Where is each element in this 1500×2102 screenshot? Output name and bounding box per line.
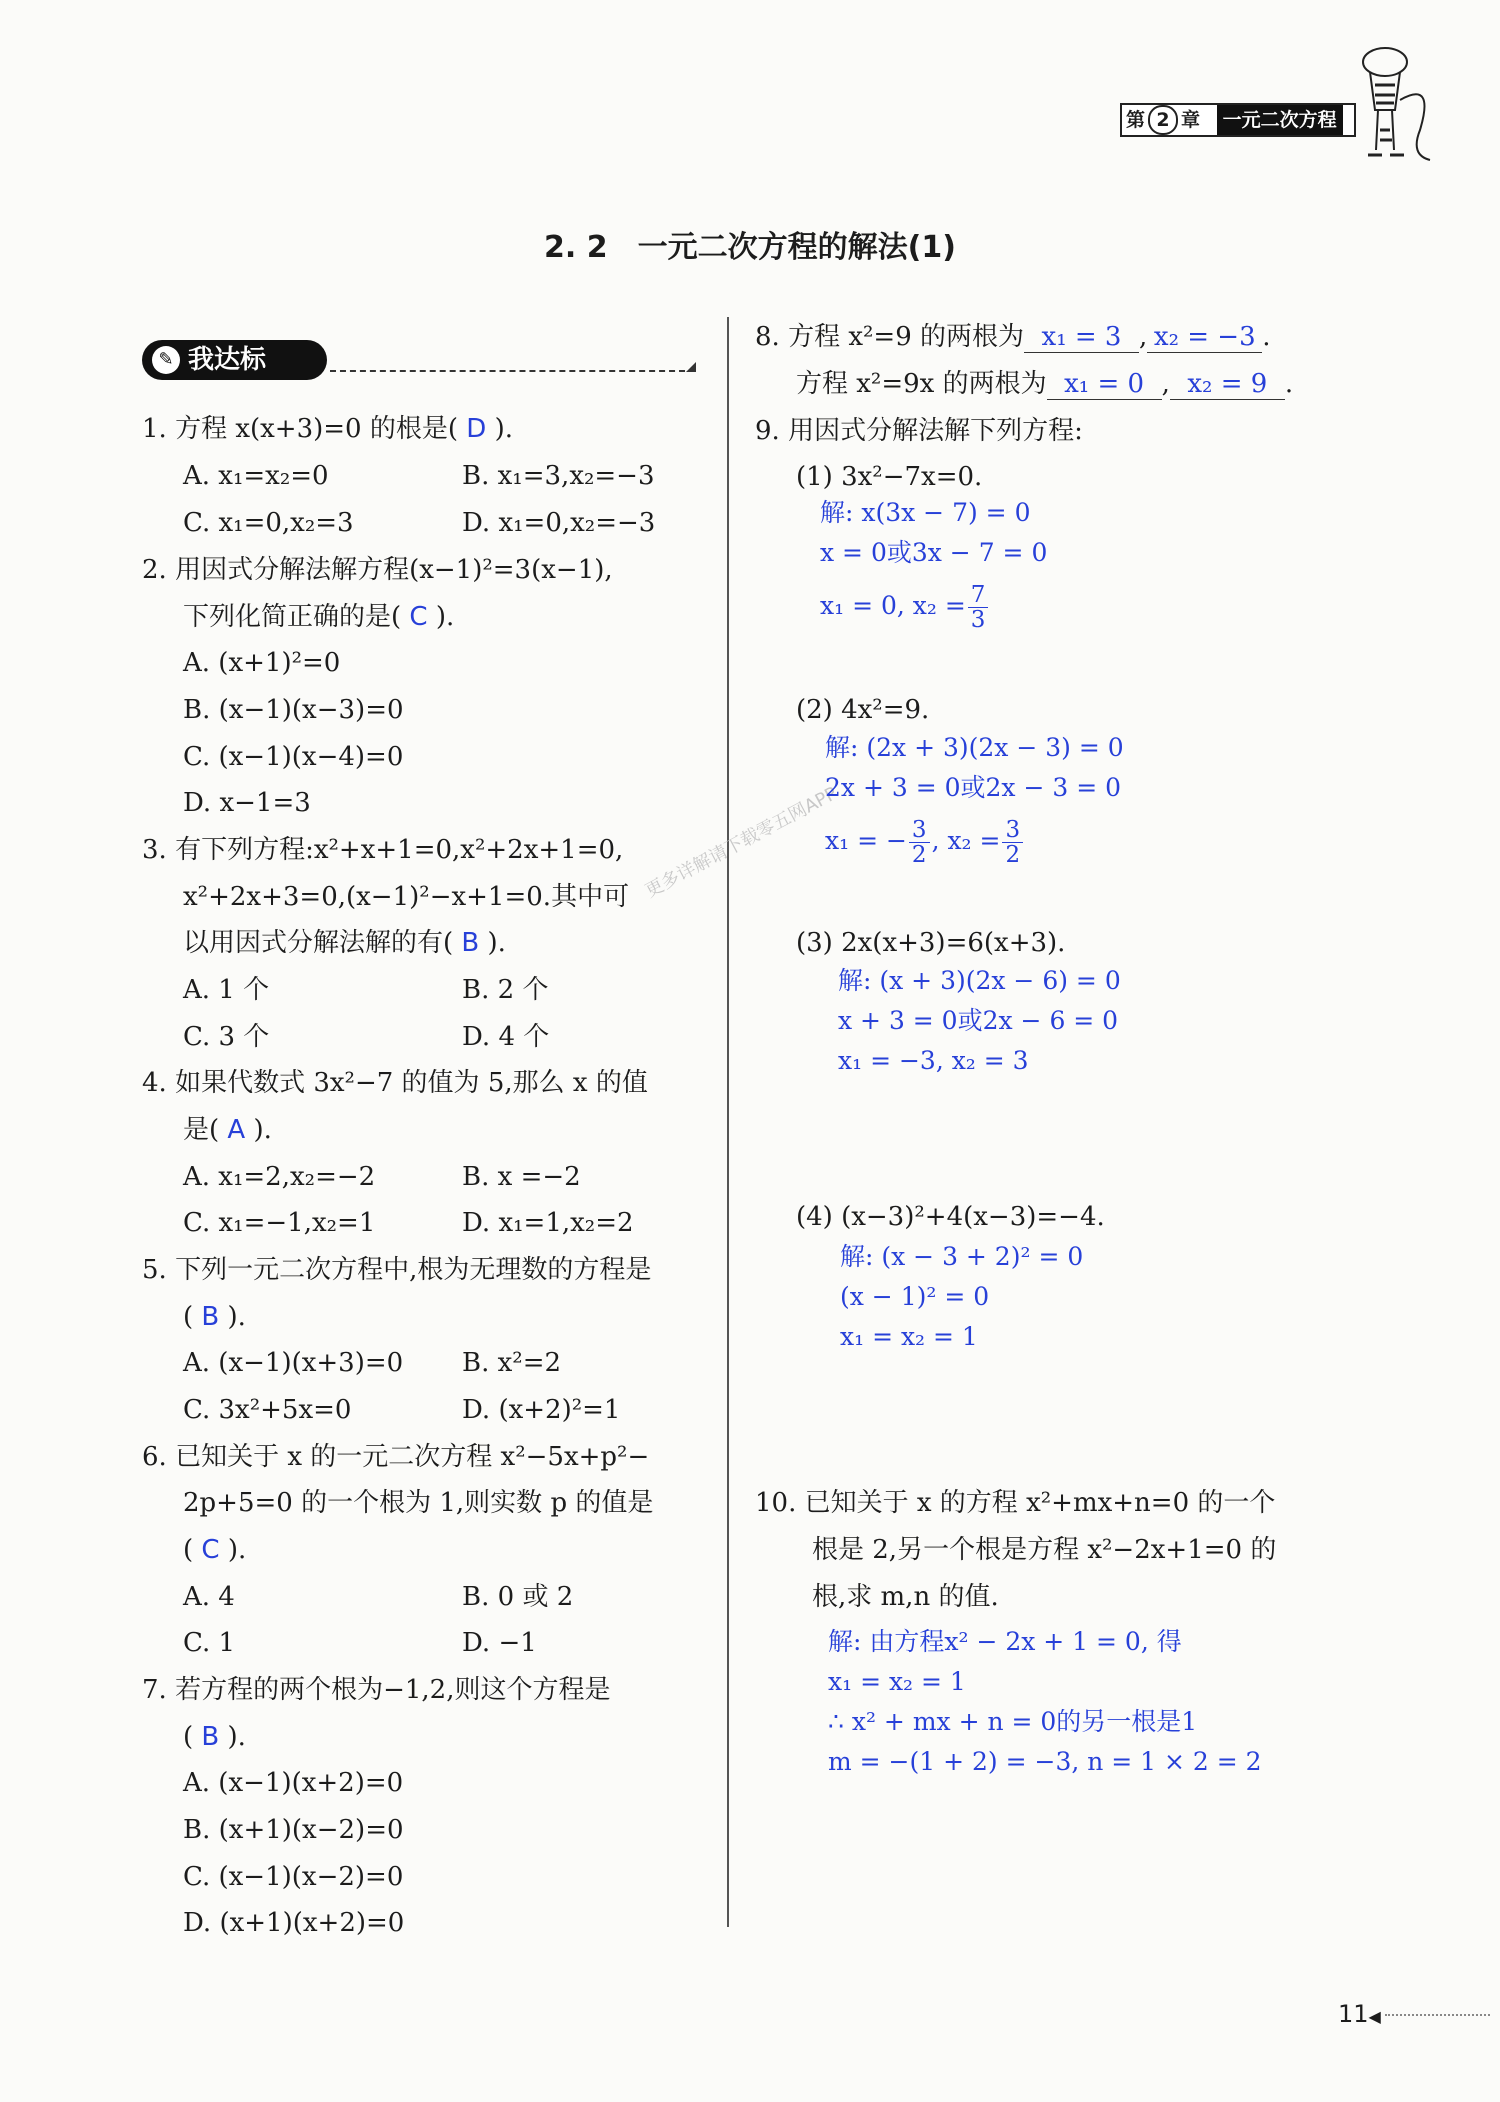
q5-answer: B	[201, 1302, 220, 1332]
q2-option-d: D. x−1=3	[183, 788, 311, 818]
q9-part3-step3: x₁ = −3, x₂ = 3	[838, 1046, 1029, 1075]
q1-option-b: B. x₁=3,x₂=−3	[462, 461, 655, 491]
q7-answer: B	[201, 1722, 220, 1752]
q6-stem-line1: 6. 已知关于 x 的一元二次方程 x²−5x+p²−	[142, 1442, 650, 1472]
q2-option-b: B. (x−1)(x−3)=0	[183, 695, 404, 725]
q3-stem-line3: 以用因式分解法解的有( B ).	[183, 928, 506, 958]
q8-blank-3: x₁ = 0	[1047, 369, 1162, 400]
q5-option-c: C. 3x²+5x=0	[183, 1395, 352, 1425]
q9-part4-label: (4) (x−3)²+4(x−3)=−4.	[796, 1202, 1105, 1232]
runner-icon: ✎	[152, 346, 180, 374]
chapter-prefix: 第	[1126, 109, 1146, 131]
q4-option-d: D. x₁=1,x₂=2	[462, 1208, 634, 1238]
q8-blank-4: x₂ = 9	[1170, 369, 1285, 400]
page-title: 2. 2 一元二次方程的解法(1)	[544, 230, 956, 265]
q6-option-c: C. 1	[183, 1628, 236, 1658]
q2-option-a: A. (x+1)²=0	[183, 648, 341, 678]
section-line-arrow	[686, 362, 696, 372]
q9-part1-step1: 解: x(3x − 7) = 0	[820, 498, 1031, 527]
q4-stem-line1: 4. 如果代数式 3x²−7 的值为 5,那么 x 的值	[142, 1068, 648, 1098]
q5-stem-line1: 5. 下列一元二次方程中,根为无理数的方程是	[142, 1255, 652, 1285]
q1-answer: D	[466, 414, 487, 444]
page-arrow-icon: ◀	[1368, 2007, 1381, 2026]
q3-answer: B	[461, 928, 480, 958]
q9-part1-step3: x₁ = 0, x₂ = $\frac{7}{3}$	[820, 576, 990, 636]
watermark: 更多详解请下载零五网APP	[641, 783, 841, 903]
q5-option-d: D. (x+2)²=1	[462, 1395, 621, 1425]
q2-stem-line2: 下列化简正确的是( C ).	[183, 602, 455, 632]
chapter-suffix: 章	[1181, 109, 1201, 131]
q7-stem-line2: ( B ).	[183, 1722, 246, 1752]
q10-stem-line2: 根是 2,另一个根是方程 x²−2x+1=0 的	[812, 1535, 1277, 1565]
q7-option-a: A. (x−1)(x+2)=0	[183, 1768, 404, 1798]
page-number: 11◀	[1338, 2000, 1490, 2028]
q6-option-d: D. −1	[462, 1628, 537, 1658]
q6-answer: C	[201, 1535, 220, 1565]
q1-stem: 1. 方程 x(x+3)=0 的根是( D ).	[142, 414, 513, 444]
q4-option-b: B. x =−2	[462, 1162, 581, 1192]
chapter-header	[1120, 103, 1356, 137]
q4-answer: A	[227, 1115, 246, 1145]
q9-part3-step1: 解: (x + 3)(2x − 6) = 0	[838, 966, 1121, 995]
q9-part2-label: (2) 4x²=9.	[796, 695, 930, 725]
q8-blank-1: x₁ = 3	[1024, 322, 1139, 353]
q9-stem: 9. 用因式分解法解下列方程:	[755, 416, 1083, 446]
q9-part2-step3: x₁ = − $\frac{3}{2}$ , x₂ = $\frac{3}{2}$	[825, 811, 1025, 871]
q3-option-a: A. 1 个	[183, 975, 270, 1005]
q3-stem-line2: x²+2x+3=0,(x−1)²−x+1=0.其中可	[183, 882, 630, 912]
q10-step1: 解: 由方程x² − 2x + 1 = 0, 得	[828, 1627, 1182, 1656]
column-divider	[727, 317, 729, 1927]
section-badge	[142, 340, 327, 380]
q5-stem-line2: ( B ).	[183, 1302, 246, 1332]
q10-stem-line1: 10. 已知关于 x 的方程 x²+mx+n=0 的一个	[755, 1488, 1276, 1518]
chapter-title: 一元二次方程	[1217, 105, 1343, 135]
q5-option-b: B. x²=2	[462, 1348, 562, 1378]
q3-option-d: D. 4 个	[462, 1022, 550, 1052]
q10-step2: x₁ = x₂ = 1	[828, 1667, 966, 1696]
q9-part3-label: (3) 2x(x+3)=6(x+3).	[796, 928, 1066, 958]
q6-option-b: B. 0 或 2	[462, 1582, 574, 1612]
page-dotted-line	[1385, 2014, 1490, 2016]
section-badge-label: 我达标	[188, 345, 267, 375]
q9-part2-step2: 2x + 3 = 0或2x − 3 = 0	[825, 773, 1121, 802]
q4-option-a: A. x₁=2,x₂=−2	[183, 1162, 376, 1192]
q3-option-b: B. 2 个	[462, 975, 549, 1005]
q7-option-c: C. (x−1)(x−2)=0	[183, 1862, 404, 1892]
q2-stem-line1: 2. 用因式分解法解方程(x−1)²=3(x−1),	[142, 555, 613, 585]
q2-answer: C	[409, 602, 428, 632]
q9-part4-step3: x₁ = x₂ = 1	[840, 1322, 978, 1351]
q8-line2: 方程 x²=9x 的两根为 x₁ = 0 , x₂ = 9 .	[796, 369, 1294, 399]
chapter-number: 2	[1148, 105, 1178, 135]
q10-stem-line3: 根,求 m,n 的值.	[812, 1582, 999, 1612]
q10-step3: ∴ x² + mx + n = 0的另一根是1	[828, 1707, 1198, 1736]
q9-part4-step1: 解: (x − 3 + 2)² = 0	[840, 1242, 1084, 1271]
q6-stem-line3: ( C ).	[183, 1535, 247, 1565]
q7-option-d: D. (x+1)(x+2)=0	[183, 1908, 405, 1938]
section-dashed-line	[330, 370, 695, 372]
q6-option-a: A. 4	[183, 1582, 235, 1612]
q4-option-c: C. x₁=−1,x₂=1	[183, 1208, 376, 1238]
q6-stem-line2: 2p+5=0 的一个根为 1,则实数 p 的值是	[183, 1488, 654, 1518]
q3-stem-line1: 3. 有下列方程:x²+x+1=0,x²+2x+1=0,	[142, 835, 624, 865]
q2-option-c: C. (x−1)(x−4)=0	[183, 742, 404, 772]
q8-blank-2: x₂ = −3	[1147, 322, 1262, 353]
q1-option-a: A. x₁=x₂=0	[183, 461, 329, 491]
q5-option-a: A. (x−1)(x+3)=0	[183, 1348, 404, 1378]
q7-option-b: B. (x+1)(x−2)=0	[183, 1815, 404, 1845]
q9-part4-step2: (x − 1)² = 0	[840, 1282, 990, 1311]
q9-part3-step2: x + 3 = 0或2x − 6 = 0	[838, 1006, 1119, 1035]
q1-option-c: C. x₁=0,x₂=3	[183, 508, 354, 538]
q9-part2-step1: 解: (2x + 3)(2x − 3) = 0	[825, 733, 1124, 762]
q4-stem-line2: 是( A ).	[183, 1115, 272, 1145]
q7-stem-line1: 7. 若方程的两个根为−1,2,则这个方程是	[142, 1675, 611, 1705]
q8-line1: 8. 方程 x²=9 的两根为 x₁ = 3 , x₂ = −3 .	[755, 322, 1271, 352]
q9-part1-step2: x = 0或3x − 7 = 0	[820, 538, 1048, 567]
tiger-mascot-icon	[1340, 40, 1450, 175]
q1-option-d: D. x₁=0,x₂=−3	[462, 508, 656, 538]
q3-option-c: C. 3 个	[183, 1022, 270, 1052]
q9-part1-label: (1) 3x²−7x=0.	[796, 462, 983, 492]
q10-step4: m = −(1 + 2) = −3, n = 1 × 2 = 2	[828, 1747, 1262, 1776]
